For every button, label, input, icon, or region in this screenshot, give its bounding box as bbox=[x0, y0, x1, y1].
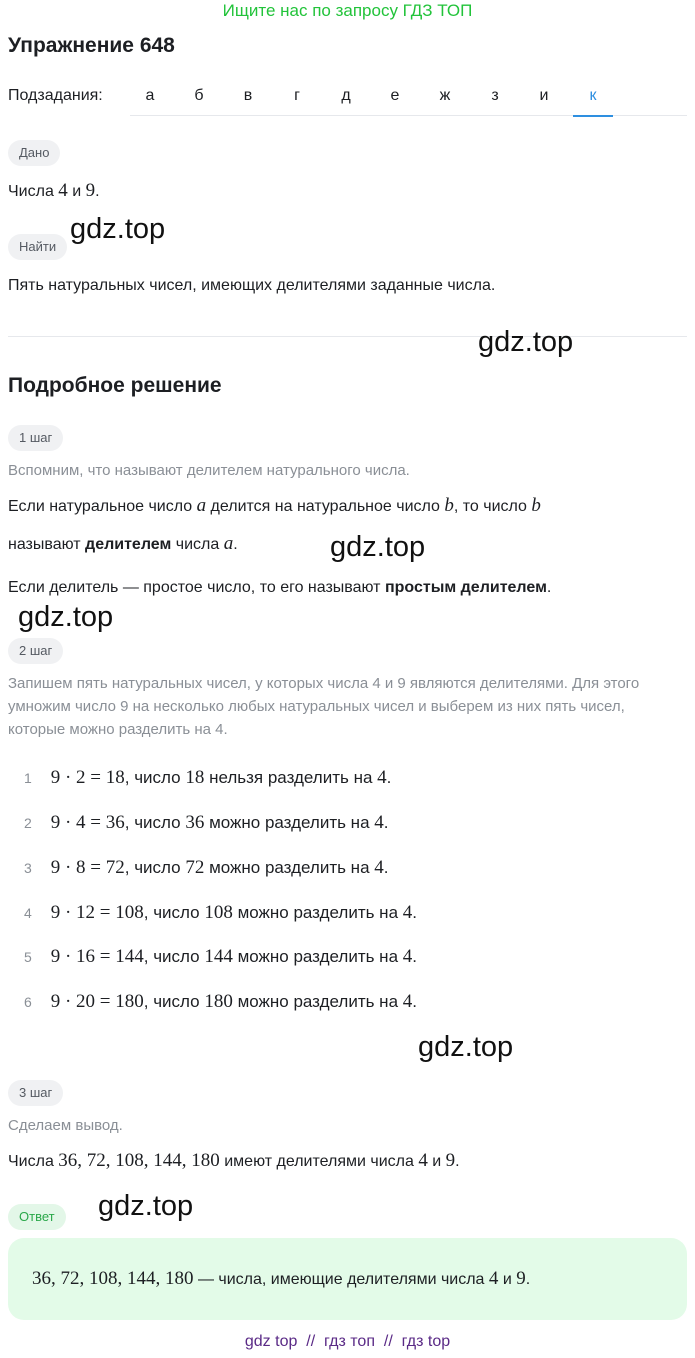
step1-p1-a: Если натуральное число bbox=[8, 498, 197, 515]
list-item-number: 2 bbox=[24, 815, 32, 831]
row-text: , число bbox=[143, 947, 205, 966]
step1-p2-end: . bbox=[233, 536, 238, 553]
watermark: gdz.top bbox=[478, 326, 574, 358]
step3-text: имеют делителями числа bbox=[219, 1153, 419, 1170]
given-chip: Дано bbox=[8, 140, 60, 166]
row-value: 180 bbox=[204, 991, 233, 1012]
step2-line1: Запишем пять натуральных чисел, у которых числа 4 и 9 являются делителями. Для этого bbox=[8, 675, 640, 692]
divider bbox=[8, 336, 687, 337]
list-item bbox=[24, 857, 389, 879]
subtask-tab-k[interactable]: к bbox=[573, 86, 613, 106]
answer-end: . bbox=[525, 1271, 531, 1288]
step1-intro: Вспомним, что называют делителем натурального числа. bbox=[8, 462, 410, 479]
step1-p3-a: Если делитель — простое число, то его называют bbox=[8, 579, 385, 596]
step3-text: Числа bbox=[8, 1153, 59, 1170]
step1-p3-end: . bbox=[546, 579, 552, 596]
answer-chip: Ответ bbox=[8, 1204, 66, 1230]
given-b: 9 bbox=[85, 180, 96, 201]
footer-links[interactable]: gdz top // гдз топ // гдз top bbox=[244, 1333, 451, 1350]
step2-line2: умножим число 9 на несколько любых натуральных чисел и выберем из них пять чисел, bbox=[8, 698, 625, 715]
step3-numbers: 36, 72, 108, 144, 180 bbox=[58, 1150, 220, 1171]
watermark: gdz.top bbox=[418, 1031, 514, 1063]
step1-p2-b: числа bbox=[171, 536, 224, 553]
step3-end: . bbox=[455, 1153, 460, 1170]
given-and: и bbox=[67, 183, 86, 200]
watermark: gdz.top bbox=[70, 213, 166, 245]
answer-divisor: 4 bbox=[488, 1268, 499, 1289]
subtask-tab-v[interactable]: в bbox=[243, 87, 253, 104]
given-a: 4 bbox=[58, 180, 68, 201]
step1-p2-bold: делителем bbox=[85, 536, 172, 553]
step1-p2 bbox=[8, 533, 238, 556]
step2-line3: которые можно разделить на 4. bbox=[8, 721, 228, 738]
row-divisor: 4 bbox=[377, 767, 387, 788]
expression: 9 · 8 = 72 bbox=[50, 857, 125, 878]
step3-intro: Сделаем вывод. bbox=[8, 1117, 123, 1134]
step3-divisor: 4 bbox=[418, 1150, 428, 1171]
row-divisor: 4 bbox=[374, 857, 384, 878]
row-text: нельзя разделить на bbox=[204, 768, 378, 787]
step1-chip: 1 шаг bbox=[8, 425, 63, 451]
solution-title: Подробное решение bbox=[8, 374, 222, 397]
subtasks-label: Подзадания: bbox=[8, 87, 103, 104]
list-item bbox=[24, 902, 417, 924]
list-item-number: 6 bbox=[24, 994, 32, 1010]
watermark: gdz.top bbox=[98, 1190, 194, 1222]
search-banner: Ищите нас по запросу ГДЗ ТОП bbox=[222, 1, 473, 20]
row-end: . bbox=[386, 768, 392, 787]
expression: 9 · 4 = 36 bbox=[50, 812, 125, 833]
row-divisor: 4 bbox=[402, 946, 413, 967]
row-end: . bbox=[383, 858, 389, 877]
step1-chip-wrap bbox=[8, 425, 63, 451]
row-divisor: 4 bbox=[402, 902, 413, 923]
row-value: 108 bbox=[204, 902, 233, 923]
row-text: , число bbox=[143, 992, 205, 1011]
given-end: . bbox=[95, 183, 100, 200]
row-text: , число bbox=[124, 768, 186, 787]
row-divisor: 4 bbox=[374, 812, 384, 833]
row-value: 144 bbox=[204, 946, 233, 967]
list-item bbox=[24, 946, 417, 968]
subtask-tab-z[interactable]: з bbox=[491, 87, 499, 104]
step1-p2-a: называют bbox=[8, 536, 86, 553]
row-divisor: 4 bbox=[402, 991, 413, 1012]
find-chip-wrap bbox=[8, 234, 67, 260]
page-title: Упражнение 648 bbox=[8, 34, 175, 57]
subtask-tab-g[interactable]: г bbox=[294, 87, 300, 104]
row-text: , число bbox=[124, 813, 186, 832]
row-text: можно разделить на bbox=[232, 992, 403, 1011]
row-text: можно разделить на bbox=[204, 858, 375, 877]
subtask-tab-e[interactable]: е bbox=[390, 87, 400, 104]
row-end: . bbox=[412, 947, 417, 966]
subtask-tab-zh[interactable]: ж bbox=[439, 87, 451, 104]
row-value: 36 bbox=[185, 812, 205, 833]
subtask-tab-b[interactable]: б bbox=[194, 87, 204, 104]
row-text: можно разделить на bbox=[232, 947, 403, 966]
row-text: можно разделить на bbox=[232, 903, 403, 922]
step3-text: и bbox=[427, 1153, 446, 1170]
list-item-number: 4 bbox=[24, 905, 32, 921]
row-value: 18 bbox=[185, 767, 205, 788]
subtask-tab-a[interactable]: а bbox=[145, 87, 155, 104]
step3-divisor: 9 bbox=[445, 1150, 456, 1171]
step1-p1 bbox=[8, 495, 541, 518]
list-item-number: 5 bbox=[24, 949, 32, 965]
row-end: . bbox=[383, 813, 389, 832]
subtask-tab-d[interactable]: д bbox=[341, 87, 351, 104]
subtasks-tabs bbox=[130, 76, 687, 116]
expression: 9 · 2 = 18 bbox=[50, 767, 125, 788]
list-item-number: 3 bbox=[24, 860, 32, 876]
answer-text bbox=[32, 1268, 530, 1291]
var-b: b bbox=[444, 495, 454, 516]
expression: 9 · 12 = 108 bbox=[50, 902, 144, 923]
step3-conclusion bbox=[8, 1150, 460, 1173]
answer-text-part: и bbox=[498, 1271, 517, 1288]
list-item bbox=[24, 812, 389, 834]
step2-chip: 2 шаг bbox=[8, 638, 63, 664]
step1-p1-c: , то число bbox=[453, 498, 532, 515]
find-chip: Найти bbox=[8, 234, 67, 260]
step1-p1-b: делится на натуральное число bbox=[206, 498, 445, 515]
answer-numbers: 36, 72, 108, 144, 180 bbox=[32, 1268, 194, 1289]
expression: 9 · 20 = 180 bbox=[50, 991, 144, 1012]
find-text: Пять натуральных чисел, имеющих делителями заданные числа. bbox=[8, 277, 496, 294]
step2-chip-wrap bbox=[8, 638, 63, 664]
watermark: gdz.top bbox=[18, 601, 114, 633]
var-a: a bbox=[223, 533, 234, 554]
step1-p3-bold: простым делителем bbox=[384, 579, 547, 596]
given-text bbox=[8, 180, 100, 203]
watermark: gdz.top bbox=[330, 531, 426, 563]
given-prefix: Числа bbox=[8, 183, 59, 200]
answer-divisor: 9 bbox=[516, 1268, 526, 1289]
given-chip-wrap bbox=[8, 140, 60, 166]
list-item bbox=[24, 991, 417, 1013]
answer-chip-wrap bbox=[8, 1204, 66, 1230]
subtask-tab-i[interactable]: и bbox=[539, 87, 549, 104]
row-text: , число bbox=[124, 858, 186, 877]
row-end: . bbox=[412, 903, 417, 922]
step3-chip: 3 шаг bbox=[8, 1080, 63, 1106]
row-text: можно разделить на bbox=[204, 813, 375, 832]
expression: 9 · 16 = 144 bbox=[50, 946, 144, 967]
row-end: . bbox=[412, 992, 417, 1011]
row-value: 72 bbox=[185, 857, 205, 878]
list-item bbox=[24, 767, 391, 789]
var-a: a bbox=[196, 495, 207, 516]
step1-p3 bbox=[8, 577, 551, 599]
row-text: , число bbox=[143, 903, 205, 922]
step3-chip-wrap bbox=[8, 1080, 63, 1106]
answer-text-part: — числа, имеющие делителями числа bbox=[193, 1271, 489, 1288]
list-item-number: 1 bbox=[24, 770, 32, 786]
var-b: b bbox=[531, 495, 541, 516]
